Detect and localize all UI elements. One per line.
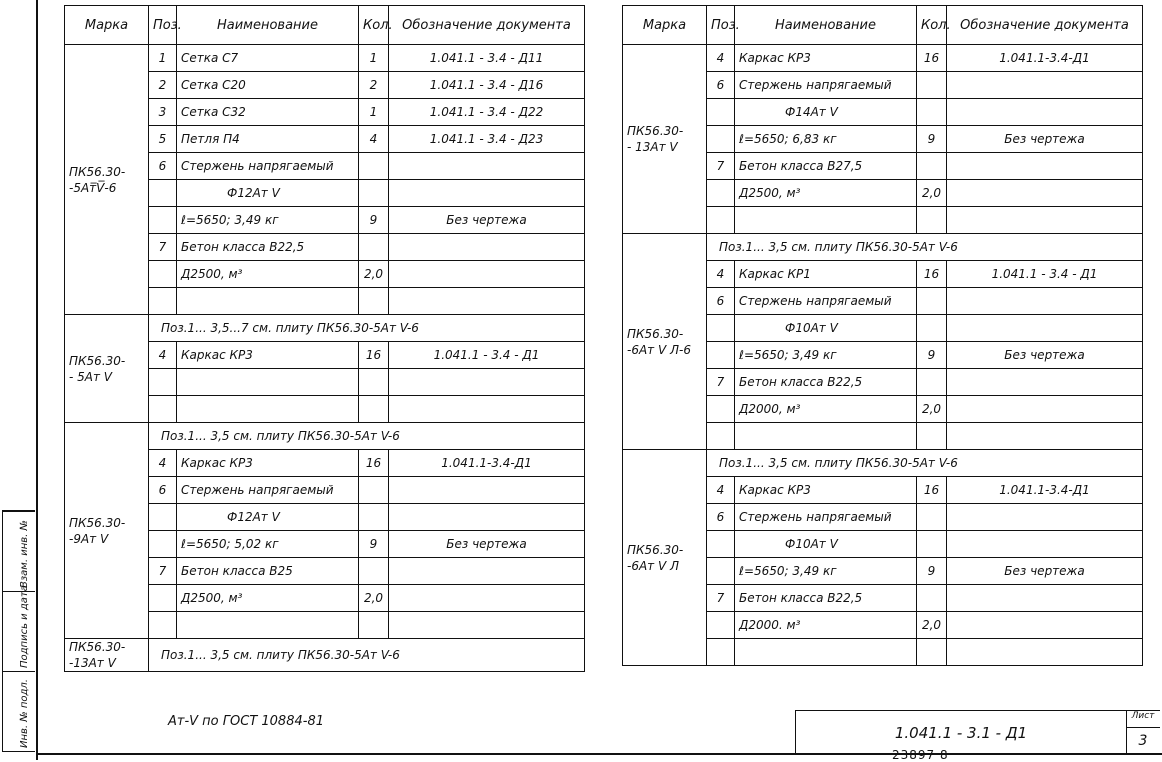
document-cell: Без чертежа — [947, 342, 1143, 369]
steel-class-footnote: Aт-V по ГОСТ 10884-81 — [168, 714, 324, 729]
sheet-number: 3 — [1138, 733, 1148, 749]
spec-table-body — [65, 6, 585, 672]
document-cell: 1.041.1 - 3.4 - Д23 — [389, 126, 585, 153]
table-row — [623, 45, 1143, 72]
position-cell — [149, 504, 177, 531]
position-cell — [707, 342, 735, 369]
document-cell — [389, 558, 585, 585]
name-cell: ℓ=5650; 6,83 кг — [735, 126, 917, 153]
name-cell: Бетон класса В22,5 — [735, 585, 917, 612]
header-name: Наименование — [177, 6, 359, 45]
table-row — [623, 234, 1143, 261]
position-cell — [149, 612, 177, 639]
side-stamp — [2, 510, 35, 752]
quantity-cell: 2,0 — [359, 585, 389, 612]
stamp-label-inventory: Инв. № подл. — [19, 679, 30, 748]
document-cell — [947, 396, 1143, 423]
document-code: 1.041.1 - 3.1 - Д1 — [796, 711, 1127, 755]
document-cell: 1.041.1 - 3.4 - Д1 — [947, 261, 1143, 288]
document-cell — [947, 423, 1143, 450]
position-cell: 4 — [707, 45, 735, 72]
position-cell: 3 — [149, 99, 177, 126]
quantity-cell — [359, 234, 389, 261]
stamp-cell — [3, 511, 35, 592]
stamp-cell — [3, 671, 35, 752]
name-cell: Сетка С32 — [177, 99, 359, 126]
quantity-cell: 9 — [917, 342, 947, 369]
name-cell: Д2500, м³ — [735, 180, 917, 207]
header-doc: Обозначение документа — [389, 6, 585, 45]
document-cell — [947, 99, 1143, 126]
name-cell: Ф12Aт V — [177, 504, 359, 531]
inventory-number: 23897 8 — [892, 748, 949, 762]
document-cell: 1.041.1-3.4-Д1 — [947, 45, 1143, 72]
position-cell — [707, 423, 735, 450]
position-cell: 4 — [707, 261, 735, 288]
document-cell — [947, 288, 1143, 315]
name-cell: Каркас КР3 — [177, 342, 359, 369]
name-cell: Ф10Aт V — [735, 531, 917, 558]
header-row — [65, 6, 585, 45]
quantity-cell — [359, 180, 389, 207]
position-cell: 5 — [149, 126, 177, 153]
quantity-cell — [359, 396, 389, 423]
position-cell — [149, 288, 177, 315]
name-cell: Каркас КР3 — [735, 45, 917, 72]
group-mark: ПК56.30- - 5Aт V — [65, 315, 149, 423]
position-cell: 7 — [149, 234, 177, 261]
name-cell: Д2000, м³ — [735, 396, 917, 423]
position-cell — [149, 531, 177, 558]
position-cell — [707, 99, 735, 126]
quantity-cell: 2,0 — [917, 396, 947, 423]
table-row — [65, 45, 585, 72]
document-cell — [389, 612, 585, 639]
position-cell — [149, 396, 177, 423]
group-mark: ПК56.30- -6Aт V Л — [623, 450, 707, 666]
position-cell — [707, 558, 735, 585]
document-cell: 1.041.1 - 3.4 - Д16 — [389, 72, 585, 99]
document-cell — [947, 180, 1143, 207]
name-cell: ℓ=5650; 3,49 кг — [177, 207, 359, 234]
position-cell: 7 — [707, 585, 735, 612]
document-cell — [947, 153, 1143, 180]
document-cell — [947, 315, 1143, 342]
quantity-cell: 16 — [917, 45, 947, 72]
name-cell: Сетка С7 — [177, 45, 359, 72]
quantity-cell — [917, 504, 947, 531]
name-cell: Петля П4 — [177, 126, 359, 153]
name-cell: Ф12Aт V — [177, 180, 359, 207]
quantity-cell — [917, 531, 947, 558]
document-cell — [389, 369, 585, 396]
document-cell — [947, 531, 1143, 558]
document-cell: 1.041.1-3.4-Д1 — [389, 450, 585, 477]
position-cell — [707, 126, 735, 153]
position-cell: 2 — [149, 72, 177, 99]
quantity-cell — [917, 315, 947, 342]
table-row — [65, 423, 585, 450]
header-pos: Поз. — [707, 6, 735, 45]
document-cell — [389, 585, 585, 612]
reference-note: Поз.1... 3,5 см. плиту ПК56.30-5Aт V-6 — [707, 234, 1143, 261]
name-cell — [735, 423, 917, 450]
position-cell: 6 — [149, 153, 177, 180]
name-cell — [177, 612, 359, 639]
name-cell — [177, 396, 359, 423]
name-cell: Ф14Aт V — [735, 99, 917, 126]
document-cell — [947, 612, 1143, 639]
name-cell: Д2500, м³ — [177, 585, 359, 612]
quantity-cell — [359, 558, 389, 585]
quantity-cell — [917, 639, 947, 666]
name-cell: Бетон класса В25 — [177, 558, 359, 585]
document-cell — [947, 504, 1143, 531]
document-cell: Без чертежа — [947, 558, 1143, 585]
position-cell — [707, 612, 735, 639]
quantity-cell — [359, 477, 389, 504]
spec-table-body — [623, 6, 1143, 666]
quantity-cell — [917, 153, 947, 180]
name-cell: Стержень напрягаемый — [735, 288, 917, 315]
group-mark: ПК56.30- - 13Aт V — [623, 45, 707, 234]
title-block — [795, 710, 1160, 755]
quantity-cell — [359, 153, 389, 180]
quantity-cell — [359, 369, 389, 396]
position-cell — [707, 396, 735, 423]
name-cell: Стержень напрягаемый — [735, 72, 917, 99]
position-cell: 1 — [149, 45, 177, 72]
quantity-cell: 16 — [917, 477, 947, 504]
name-cell: Стержень напрягаемый — [735, 504, 917, 531]
name-cell: Стержень напрягаемый — [177, 153, 359, 180]
name-cell: ℓ=5650; 3,49 кг — [735, 342, 917, 369]
name-cell: ℓ=5650; 5,02 кг — [177, 531, 359, 558]
quantity-cell: 1 — [359, 45, 389, 72]
document-cell — [389, 288, 585, 315]
position-cell — [707, 531, 735, 558]
group-mark: ПК56.30- -13Aт V — [65, 639, 149, 672]
name-cell: Бетон класса В22,5 — [177, 234, 359, 261]
position-cell: 6 — [707, 72, 735, 99]
quantity-cell: 2,0 — [359, 261, 389, 288]
document-cell — [389, 180, 585, 207]
quantity-cell — [359, 504, 389, 531]
sheet-label: Лист — [1126, 711, 1160, 728]
quantity-cell — [917, 72, 947, 99]
position-cell — [707, 180, 735, 207]
stamp-cell — [3, 585, 35, 672]
stamp-label-signature: Подпись и дата — [19, 585, 30, 668]
quantity-cell: 16 — [359, 450, 389, 477]
position-cell — [707, 207, 735, 234]
quantity-cell — [917, 99, 947, 126]
quantity-cell: 1 — [359, 99, 389, 126]
name-cell: Бетон класса В27,5 — [735, 153, 917, 180]
position-cell: 6 — [707, 288, 735, 315]
header-mark: Марка — [623, 6, 707, 45]
position-cell — [149, 585, 177, 612]
reference-note: Поз.1... 3,5 см. плиту ПК56.30-5Aт V-6 — [707, 450, 1143, 477]
quantity-cell: 4 — [359, 126, 389, 153]
quantity-cell — [917, 585, 947, 612]
reference-note: Поз.1... 3,5 см. плиту ПК56.30-5Aт V-6 — [149, 639, 585, 672]
spec-table-right — [622, 5, 1143, 666]
name-cell: Бетон класса В22,5 — [735, 369, 917, 396]
group-mark: ПК56.30- -9Aт V — [65, 423, 149, 639]
quantity-cell: 2,0 — [917, 180, 947, 207]
position-cell — [149, 261, 177, 288]
document-cell — [947, 207, 1143, 234]
name-cell — [177, 288, 359, 315]
quantity-cell: 2,0 — [917, 612, 947, 639]
name-cell: Каркас КР1 — [735, 261, 917, 288]
quantity-cell: 9 — [359, 207, 389, 234]
name-cell — [735, 207, 917, 234]
document-cell — [389, 261, 585, 288]
name-cell: Стержень напрягаемый — [177, 477, 359, 504]
position-cell: 7 — [149, 558, 177, 585]
header-qty: Кол. — [359, 6, 389, 45]
header-name: Наименование — [735, 6, 917, 45]
position-cell: 4 — [149, 450, 177, 477]
document-cell — [947, 639, 1143, 666]
table-row — [65, 315, 585, 342]
position-cell: 7 — [707, 153, 735, 180]
group-mark: ПК56.30- -5Aт̅V̅-6 — [65, 45, 149, 315]
table-row — [65, 639, 585, 672]
position-cell — [149, 180, 177, 207]
quantity-cell — [359, 612, 389, 639]
document-cell — [947, 585, 1143, 612]
name-cell: Д2500, м³ — [177, 261, 359, 288]
stamp-label-swap: Взам. инв. № — [19, 520, 30, 588]
document-cell: Без чертежа — [947, 126, 1143, 153]
quantity-cell: 9 — [917, 558, 947, 585]
position-cell — [149, 369, 177, 396]
document-cell: Без чертежа — [389, 207, 585, 234]
frame-left-border — [36, 0, 38, 760]
document-cell — [389, 504, 585, 531]
quantity-cell: 16 — [917, 261, 947, 288]
header-row — [623, 6, 1143, 45]
name-cell: Каркас КР3 — [735, 477, 917, 504]
document-cell — [389, 234, 585, 261]
reference-note: Поз.1... 3,5 см. плиту ПК56.30-5Aт V-6 — [149, 423, 585, 450]
document-cell — [947, 72, 1143, 99]
table-row — [623, 450, 1143, 477]
document-cell: 1.041.1 - 3.4 - Д22 — [389, 99, 585, 126]
header-pos: Поз. — [149, 6, 177, 45]
reference-note: Поз.1... 3,5...7 см. плиту ПК56.30-5Aт V-6 — [149, 315, 585, 342]
quantity-cell: 9 — [917, 126, 947, 153]
quantity-cell — [359, 288, 389, 315]
quantity-cell — [917, 288, 947, 315]
position-cell: 4 — [149, 342, 177, 369]
quantity-cell: 2 — [359, 72, 389, 99]
document-cell — [389, 153, 585, 180]
position-cell: 4 — [707, 477, 735, 504]
document-cell — [389, 477, 585, 504]
document-cell: 1.041.1 - 3.4 - Д1 — [389, 342, 585, 369]
name-cell: Ф10Aт V — [735, 315, 917, 342]
quantity-cell — [917, 207, 947, 234]
group-mark: ПК56.30- -6Aт V Л-6 — [623, 234, 707, 450]
position-cell: 6 — [707, 504, 735, 531]
quantity-cell: 9 — [359, 531, 389, 558]
position-cell: 7 — [707, 369, 735, 396]
name-cell: Сетка С20 — [177, 72, 359, 99]
document-cell — [947, 369, 1143, 396]
position-cell — [707, 315, 735, 342]
name-cell — [735, 639, 917, 666]
position-cell — [707, 639, 735, 666]
quantity-cell: 16 — [359, 342, 389, 369]
spec-table-left — [64, 5, 585, 672]
quantity-cell — [917, 423, 947, 450]
name-cell: ℓ=5650; 3,49 кг — [735, 558, 917, 585]
document-cell: 1.041.1-3.4-Д1 — [947, 477, 1143, 504]
header-qty: Кол. — [917, 6, 947, 45]
name-cell: Д2000. м³ — [735, 612, 917, 639]
name-cell: Каркас КР3 — [177, 450, 359, 477]
quantity-cell — [917, 369, 947, 396]
document-cell — [389, 396, 585, 423]
header-mark: Марка — [65, 6, 149, 45]
position-cell: 6 — [149, 477, 177, 504]
header-doc: Обозначение документа — [947, 6, 1143, 45]
position-cell — [149, 207, 177, 234]
document-cell: 1.041.1 - 3.4 - Д11 — [389, 45, 585, 72]
name-cell — [177, 369, 359, 396]
document-cell: Без чертежа — [389, 531, 585, 558]
